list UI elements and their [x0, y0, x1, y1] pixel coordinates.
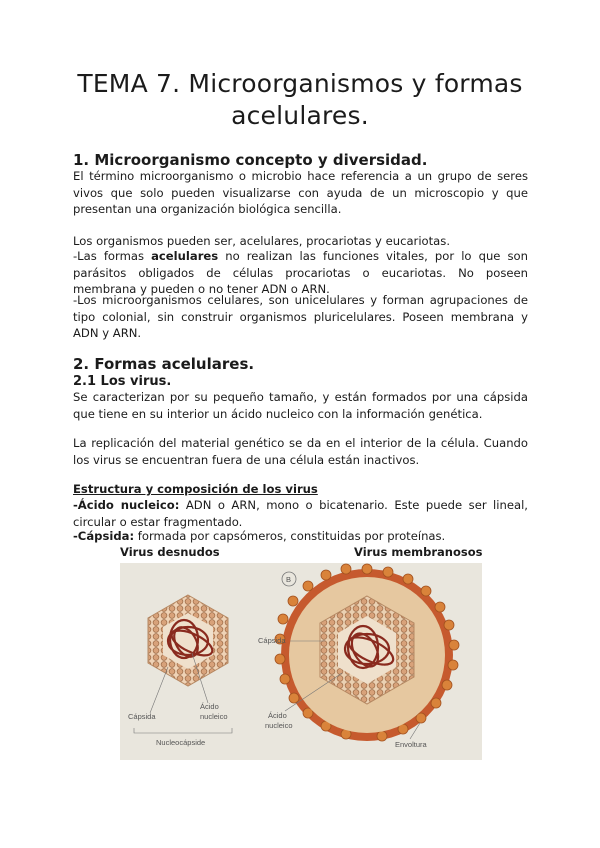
virus-diagram — [120, 563, 482, 760]
p3-rest: no realizan las funciones vitales, por lo que son parásitos obligados de células procariotas o eucariotas. No poseen membrana y pueden o no tener ADN o ARN. — [73, 249, 528, 296]
subsection-2-1-heading: 2.1 Los virus. — [73, 374, 172, 389]
panel-letter-b: B — [286, 575, 292, 584]
acido-nucleico-item — [73, 497, 528, 530]
section-2-paragraph-1: Se caracterizan por su pequeño tamaño, y están formados por una cápsida que tiene en su interior un ácido nucleico con la información genética. — [73, 390, 528, 421]
section-1-paragraph-1: El término microorganismo o microbio hace referencia a un grupo de seres vivos que solo pueden visualizarse con ayuda de un microscopio y que presentan una organización biológica sencilla. — [73, 169, 528, 216]
enveloped-virus — [258, 564, 459, 749]
section-2-paragraph-2: La replicación del material genético se da en el interior de la célula. Cuando los virus se encuentran fuera de una célula están inactivos. — [73, 436, 528, 467]
label-nucleico-right: nucleico — [265, 721, 293, 730]
acido-nucleico-text: ADN o ARN, mono o bicatenario. Este puede ser lineal, circular o estar fragmentado. — [73, 498, 528, 529]
acido-nucleico-label: -Ácido nucleico: — [73, 498, 180, 512]
page-title: TEMA 7. Microorganismos y formas acelulares. — [77, 69, 523, 130]
virus-diagram-photo — [120, 563, 482, 760]
capsida-item — [73, 528, 528, 545]
capsida-label: -Cápsida: — [73, 529, 135, 543]
label-acido-left: Ácido — [200, 702, 219, 711]
p3-prefix: -Las formas — [73, 249, 152, 263]
estructura-title-text: Estructura y composición de los virus — [73, 482, 318, 496]
label-nucleico-left: nucleico — [200, 712, 228, 721]
caption-virus-desnudos: Virus desnudos — [120, 545, 220, 559]
label-nucleocapside: Nucleocápside — [156, 738, 206, 747]
label-capsida-left: Cápsida — [128, 712, 156, 721]
capsida-text: formada por capsómeros, constituidas por proteínas. — [134, 529, 446, 543]
estructura-title — [73, 481, 528, 498]
section-1-paragraph-3 — [73, 248, 528, 298]
p3-bold-term: acelulares — [151, 249, 219, 263]
caption-virus-membranosos: Virus membranosos — [354, 545, 483, 559]
label-envoltura: Envoltura — [395, 740, 427, 749]
section-1-paragraph-2: Los organismos pueden ser, acelulares, procariotas y eucariotas. — [73, 234, 451, 248]
section-2-heading: 2. Formas acelulares. — [73, 355, 255, 373]
label-acido-right: Ácido — [268, 711, 287, 720]
section-1-paragraph-4: -Los microorganismos celulares, son unicelulares y forman agrupaciones de tipo colonial, sin construir organismos pluricelulares. Poseen membrana y ADN y ARN. — [73, 293, 528, 340]
label-capsida-right: Cápsida — [258, 636, 286, 645]
section-1-heading: 1. Microorganismo concepto y diversidad. — [73, 151, 428, 169]
naked-virus — [128, 595, 232, 747]
